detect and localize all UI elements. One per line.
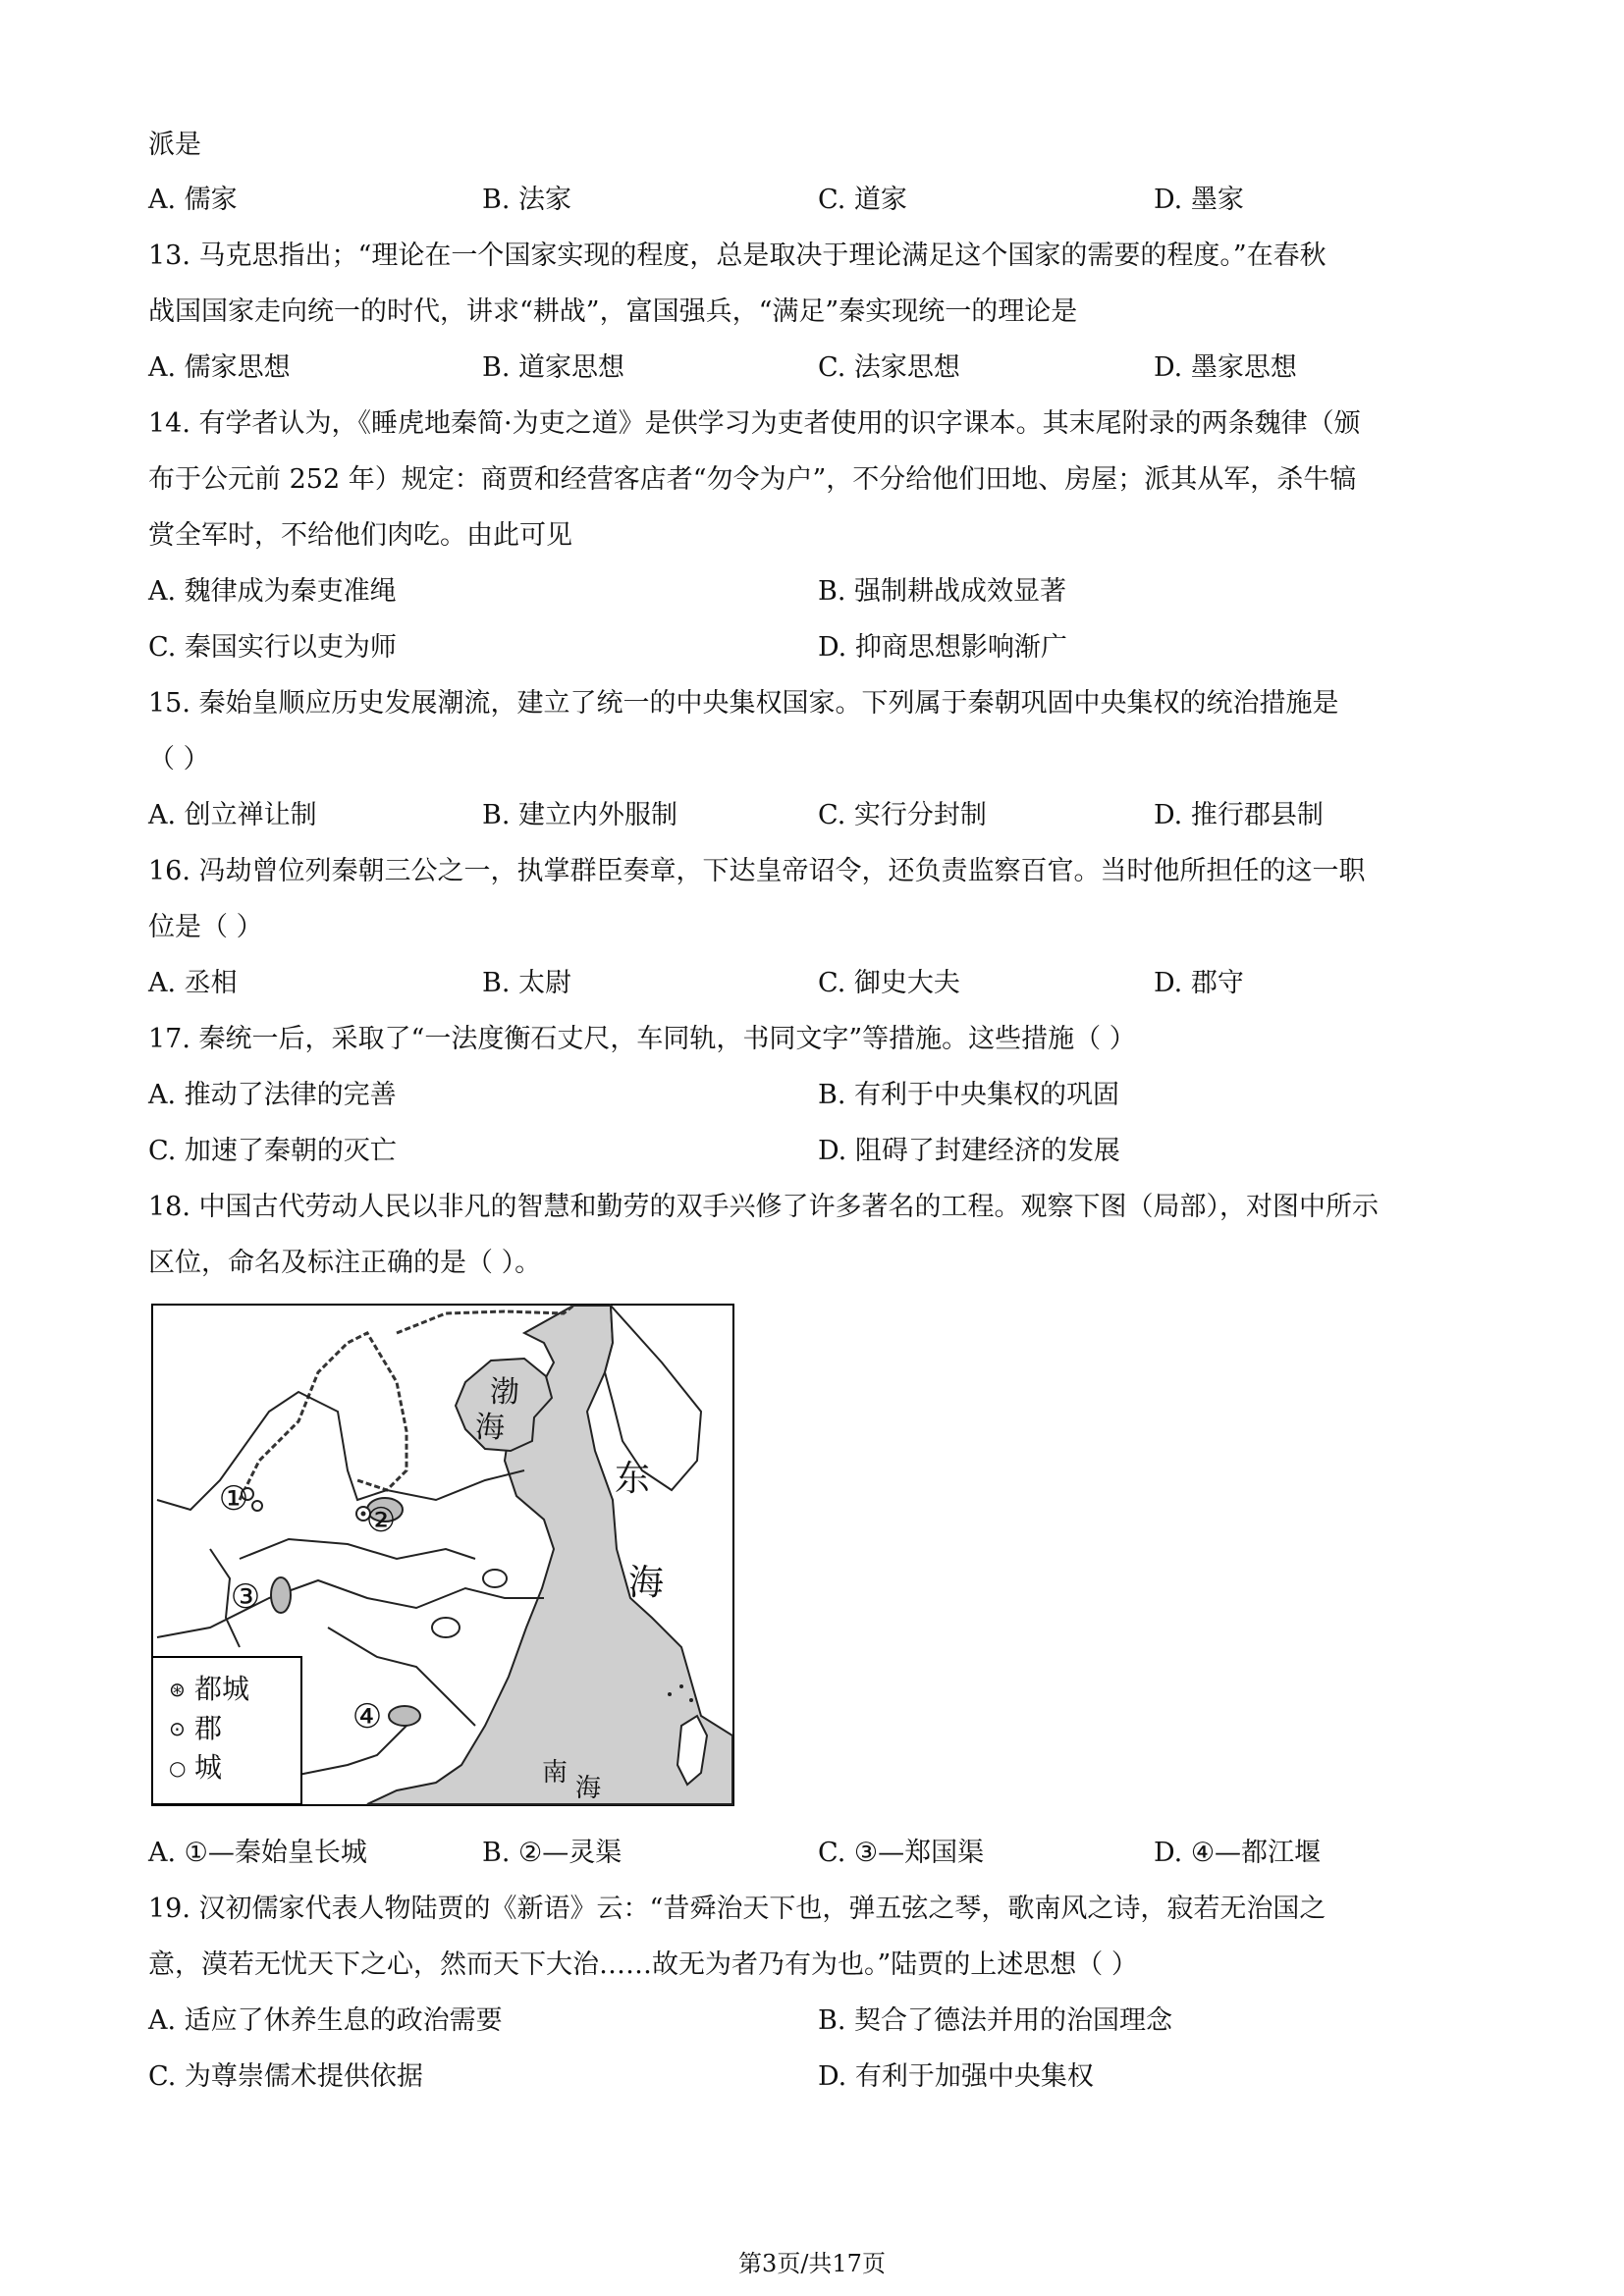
- q12-option-b: B. 法家: [482, 185, 572, 215]
- q18-stem-line-1: 18. 中国古代劳动人民以非凡的智慧和勤劳的双手兴修了许多著名的工程。观察下图（局部），对图中所示: [148, 1192, 1380, 1222]
- marker-label-1: ①: [218, 1479, 249, 1519]
- legend-symbol-capital: ⊛: [169, 1678, 186, 1701]
- q13-option-b: B. 道家思想: [482, 352, 625, 383]
- q16-option-a: A. 丞相: [148, 968, 238, 998]
- label-donghai-1: 东: [615, 1459, 651, 1499]
- q17-stem-line-1: 17. 秦统一后，采取了“一法度衡石丈尺，车同轨，书同文字”等措施。这些措施（ ）: [148, 1024, 1136, 1054]
- q12-option-c: C. 道家: [818, 185, 907, 215]
- q16-option-d: D. 郡守: [1154, 968, 1244, 998]
- q15-option-a: A. 创立禅让制: [148, 800, 317, 830]
- q17-option-c: C. 加速了秦朝的灭亡: [148, 1136, 397, 1166]
- q15-option-d: D. 推行郡县制: [1154, 800, 1324, 830]
- q14-stem-line-2: 布于公元前 252 年）规定：商贾和经营客店者“勿令为户”，不分给他们田地、房屋；派其从军，杀牛犒: [148, 464, 1357, 495]
- q18-option-d: D. ④—都江堰: [1154, 1838, 1322, 1868]
- legend-symbol-city: ○: [169, 1756, 187, 1780]
- legend-symbol-prefecture: ⊙: [169, 1717, 186, 1740]
- label-bohai-1: 渤: [490, 1375, 519, 1410]
- q18-stem-line-2: 区位，命名及标注正确的是（ ）。: [148, 1248, 542, 1278]
- q14-stem-line-3: 赏全军时，不给他们肉吃。由此可见: [148, 520, 572, 551]
- q18-option-c: C. ③—郑国渠: [818, 1838, 985, 1868]
- q19-option-a: A. 适应了休养生息的政治需要: [148, 2005, 503, 2036]
- q13-stem-line-1: 13. 马克思指出；“理论在一个国家实现的程度，总是取决于理论满足这个国家的需要的程度。”在春秋: [148, 240, 1326, 271]
- q15-option-c: C. 实行分封制: [818, 800, 987, 830]
- q18-option-a: A. ①—秦始皇长城: [148, 1838, 367, 1868]
- q12-option-d: D. 墨家: [1154, 185, 1244, 215]
- q13-option-a: A. 儒家思想: [148, 352, 291, 383]
- q13-option-c: C. 法家思想: [818, 352, 960, 383]
- legend-label-prefecture: 郡: [194, 1712, 223, 1744]
- legend-label-city: 城: [194, 1751, 223, 1784]
- q13-stem-line-2: 战国国家走向统一的时代，讲求“耕战”，富国强兵，“满足”秦实现统一的理论是: [148, 296, 1078, 327]
- label-nanhai-2: 海: [575, 1774, 602, 1803]
- q12-option-a: A. 儒家: [148, 185, 238, 215]
- q19-stem-line-1: 19. 汉初儒家代表人物陆贾的《新语》云：“昔舜治天下也，弹五弦之琴，歌南风之诗，寂若无治国之: [148, 1894, 1326, 1924]
- dot-3: [689, 1698, 693, 1702]
- q19-option-c: C. 为尊崇儒术提供依据: [148, 2061, 423, 2092]
- q19-option-d: D. 有利于加强中央集权: [818, 2061, 1094, 2092]
- label-nanhai-1: 南: [542, 1758, 568, 1788]
- q19-option-b: B. 契合了德法并用的治国理念: [818, 2005, 1173, 2036]
- q16-option-c: C. 御史大夫: [818, 968, 960, 998]
- lake-taihu: [483, 1570, 507, 1587]
- q14-option-a: A. 魏律成为秦吏准绳: [148, 576, 397, 607]
- q14-option-d: D. 抑商思想影响渐广: [818, 632, 1067, 663]
- q15-stem-line-1: 15. 秦始皇顺应历史发展潮流，建立了统一的中央集权国家。下列属于秦朝巩固中央集权的统治措施是: [148, 688, 1339, 719]
- label-bohai-2: 海: [475, 1411, 505, 1445]
- q17-option-a: A. 推动了法律的完善: [148, 1080, 397, 1110]
- q17-option-d: D. 阻碍了封建经济的发展: [818, 1136, 1120, 1166]
- marker-label-2: ②: [365, 1501, 397, 1540]
- q19-stem-line-2: 意，漠若无忧天下之心，然而天下大治……故无为者乃有为也。”陆贾的上述思想（ ）: [148, 1949, 1138, 1980]
- marker-label-4: ④: [352, 1697, 383, 1736]
- q15-stem-line-2: （ ）: [148, 744, 210, 774]
- q15-option-b: B. 建立内外服制: [482, 800, 678, 830]
- question-lead-in: 派是: [148, 130, 201, 160]
- site-4-area: [389, 1706, 420, 1726]
- dot-1: [668, 1692, 672, 1696]
- label-donghai-2: 海: [628, 1563, 665, 1603]
- q16-stem-line-2: 位是（ ）: [148, 912, 263, 942]
- lake-poyang: [432, 1618, 460, 1637]
- page-number: 第3页/共17页: [738, 2250, 886, 2277]
- city-marker-2: [252, 1501, 262, 1511]
- capital-marker-dot: [361, 1512, 366, 1517]
- ancient-china-map: [151, 1304, 734, 1806]
- q13-option-d: D. 墨家思想: [1154, 352, 1297, 383]
- q14-option-b: B. 强制耕战成效显著: [818, 576, 1067, 607]
- q16-stem-line-1: 16. 冯劫曾位列秦朝三公之一，执掌群臣奏章，下达皇帝诏令，还负责监察百官。当时他所担任的这一职: [148, 856, 1366, 886]
- q14-option-c: C. 秦国实行以吏为师: [148, 632, 397, 663]
- q16-option-b: B. 太尉: [482, 968, 572, 998]
- marker-label-3: ③: [230, 1577, 261, 1617]
- q17-option-b: B. 有利于中央集权的巩固: [818, 1080, 1120, 1110]
- dot-2: [679, 1684, 683, 1688]
- q18-option-b: B. ②—灵渠: [482, 1838, 623, 1868]
- legend-label-capital: 都城: [194, 1673, 250, 1705]
- q14-stem-line-1: 14. 有学者认为，《睡虎地秦简·为吏之道》是供学习为吏者使用的识字课本。其末尾附录的两条魏律（颁: [148, 408, 1361, 439]
- site-3-area: [271, 1577, 291, 1613]
